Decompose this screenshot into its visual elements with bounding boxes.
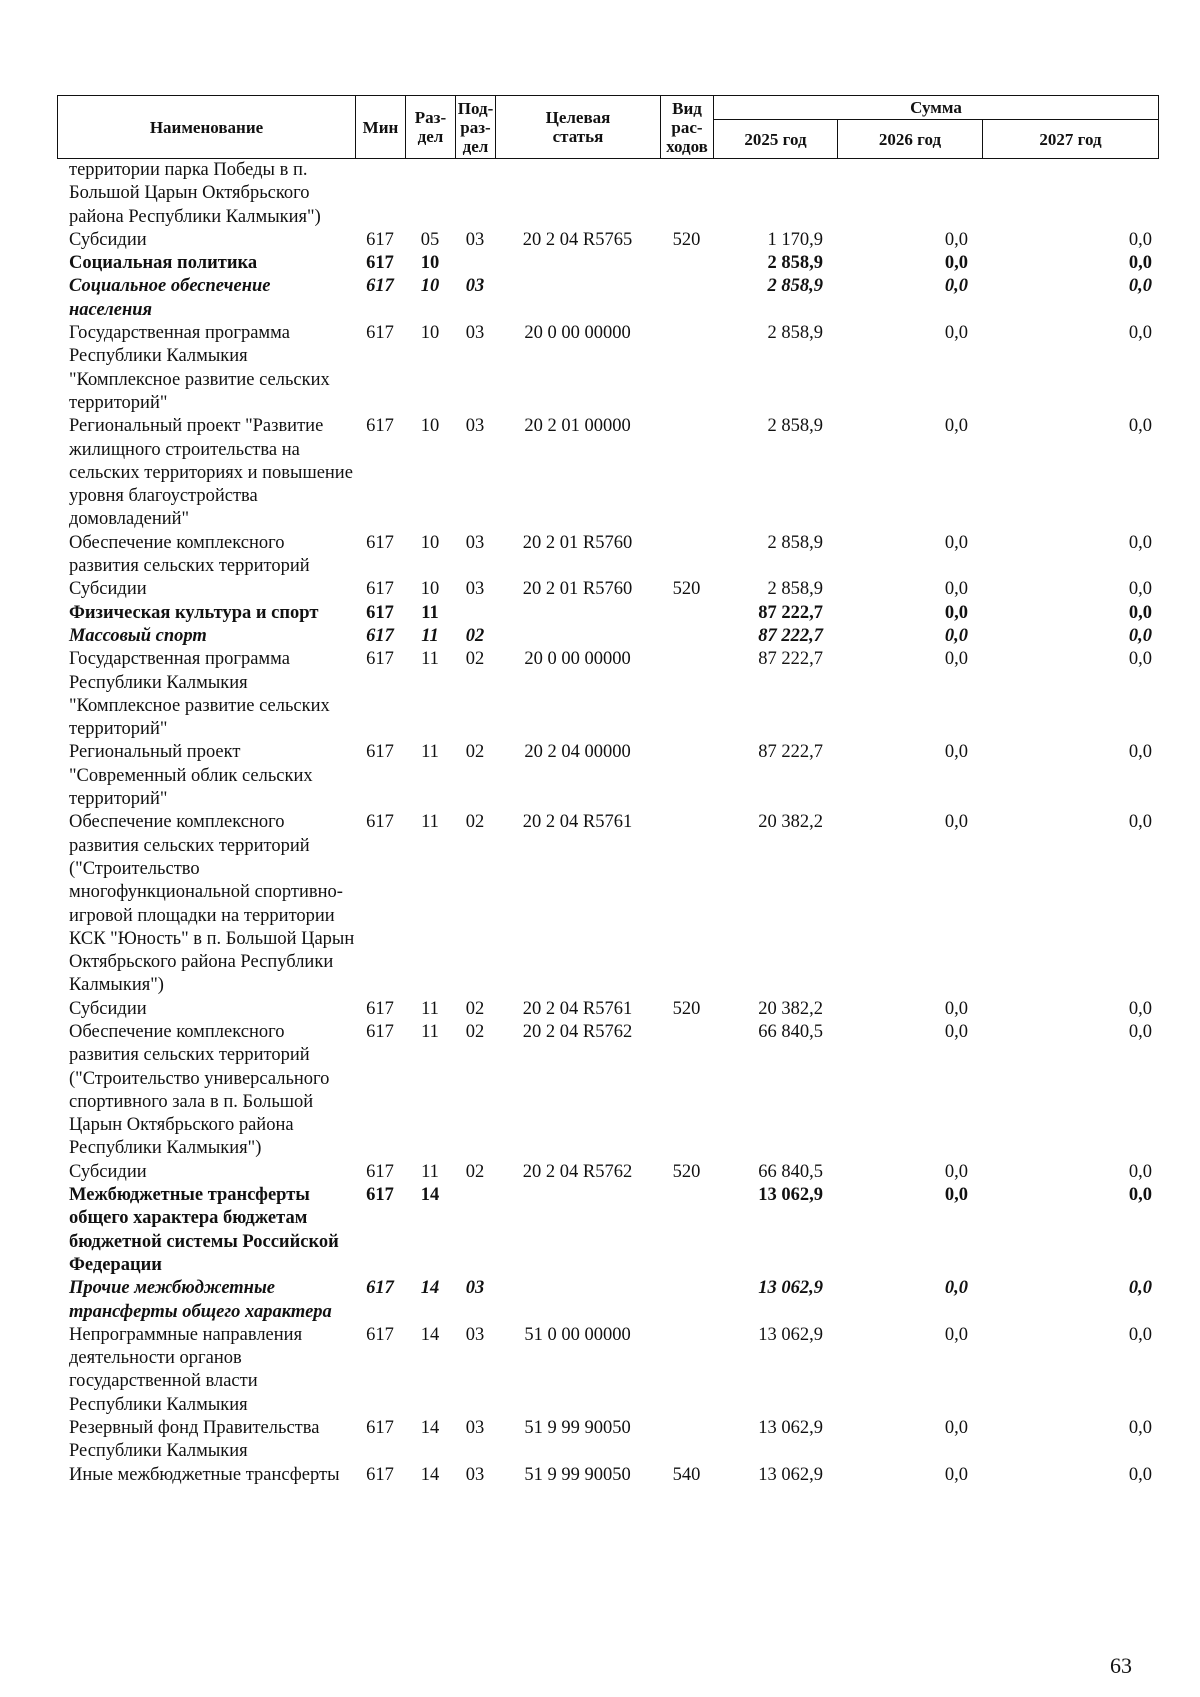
row-celevaya-statya: 20 2 01 00000 — [524, 416, 631, 437]
row-sum-2026: 0,0 — [944, 579, 968, 600]
row-celevaya-statya: 20 2 04 00000 — [524, 742, 631, 763]
row-ministry: 617 — [366, 998, 394, 1019]
table-row — [57, 811, 1158, 997]
row-sum-2025: 2 858,9 — [767, 579, 823, 600]
row-razdel: 05 — [420, 229, 440, 250]
row-vid-rashodov — [660, 275, 713, 322]
row-podrazdel: 03 — [465, 1464, 485, 1485]
row-podrazdel: 02 — [465, 1021, 485, 1042]
row-razdel: 10 — [420, 323, 440, 344]
row-name: Социальное обеспечение населения — [69, 276, 271, 320]
row-podrazdel: 02 — [465, 649, 485, 670]
row-sum-2026: 0,0 — [944, 1185, 968, 1206]
row-vid-rashodov — [660, 415, 713, 531]
row-sum-2027: 0,0 — [1128, 998, 1152, 1019]
row-ministry: 617 — [366, 812, 394, 833]
row-sum-2025: 2 858,9 — [767, 276, 823, 297]
table-row — [57, 578, 1158, 601]
row-sum-2027: 0,0 — [1128, 625, 1152, 646]
row-vid-rashodov: 540 — [672, 1464, 701, 1485]
row-sum-2025: 87 222,7 — [758, 625, 823, 646]
row-sum-2026: 0,0 — [944, 532, 968, 553]
row-sum-2026: 0,0 — [944, 323, 968, 344]
row-razdel: 11 — [421, 602, 439, 623]
row-ministry: 617 — [366, 649, 394, 670]
table-row — [57, 415, 1158, 531]
table-header — [57, 95, 1159, 159]
row-name: Прочие межбюджетные трансферты общего характера — [69, 1278, 332, 1322]
row-vid-rashodov — [660, 1277, 713, 1324]
row-sum-2026 — [837, 159, 982, 229]
row-razdel: 11 — [421, 1161, 439, 1182]
row-sum-2025: 13 062,9 — [758, 1418, 823, 1439]
row-sum-2025: 87 222,7 — [758, 602, 823, 623]
row-vid-rashodov — [660, 1021, 713, 1161]
row-sum-2026: 0,0 — [944, 625, 968, 646]
row-vid-rashodov: 520 — [672, 1161, 701, 1182]
row-celevaya-statya: 51 0 00 00000 — [524, 1324, 631, 1345]
row-celevaya-statya — [495, 159, 660, 229]
row-sum-2027: 0,0 — [1128, 1324, 1152, 1345]
row-ministry: 617 — [366, 323, 394, 344]
table-row — [57, 1277, 1158, 1324]
row-sum-2027: 0,0 — [1128, 579, 1152, 600]
row-sum-2027: 0,0 — [1128, 323, 1152, 344]
budget-table — [57, 159, 1158, 1487]
row-podrazdel: 03 — [465, 1418, 485, 1439]
row-podrazdel: 03 — [465, 532, 485, 553]
row-sum-2025: 13 062,9 — [758, 1185, 823, 1206]
table-row — [57, 1021, 1158, 1161]
row-ministry: 617 — [366, 276, 394, 297]
row-podrazdel: 03 — [465, 276, 485, 297]
page-number: 63 — [1110, 1653, 1132, 1678]
row-ministry: 617 — [366, 229, 394, 250]
row-name: Государственная программа Республики Калмыкия "Комплексное развитие сельских территорий" — [69, 323, 330, 413]
row-ministry: 617 — [366, 1464, 394, 1485]
row-ministry: 617 — [366, 1021, 394, 1042]
row-ministry: 617 — [366, 625, 394, 646]
table-row — [57, 1464, 1158, 1487]
row-sum-2027: 0,0 — [1128, 276, 1152, 297]
row-name: Массовый спорт — [69, 625, 207, 646]
row-razdel: 11 — [421, 625, 439, 646]
row-ministry: 617 — [366, 1185, 394, 1206]
row-sum-2026: 0,0 — [944, 1324, 968, 1345]
header-celevaya-statya: Целевая статья — [496, 96, 661, 159]
row-sum-2025: 66 840,5 — [758, 1161, 823, 1182]
row-name: Государственная программа Республики Калмыкия "Комплексное развитие сельских территорий" — [69, 649, 330, 740]
row-sum-2026: 0,0 — [944, 812, 968, 833]
row-podrazdel: 02 — [465, 1161, 485, 1182]
row-razdel: 10 — [420, 532, 440, 553]
row-celevaya-statya: 20 2 04 R5761 — [522, 812, 633, 833]
row-name: Обеспечение комплексного развития сельских территорий ("Строительство универсального спортивного зала в п. Большой Царын Октябрьского района Республики Калмыкия") — [69, 1021, 330, 1159]
table-row — [57, 1161, 1158, 1184]
row-sum-2027: 0,0 — [1128, 229, 1152, 250]
budget-document — [57, 95, 1158, 1487]
row-podrazdel: 03 — [465, 1278, 485, 1299]
row-name: Физическая культура и спорт — [69, 602, 319, 623]
row-vid-rashodov — [660, 625, 713, 648]
row-podrazdel: 03 — [465, 579, 485, 600]
row-sum-2025 — [713, 159, 837, 229]
row-celevaya-statya: 20 0 00 00000 — [524, 649, 631, 670]
row-razdel: 11 — [421, 742, 439, 763]
row-sum-2026: 0,0 — [944, 229, 968, 250]
row-razdel: 11 — [421, 1021, 439, 1042]
header-year-2026: 2026 год — [838, 120, 983, 159]
row-razdel: 14 — [420, 1324, 440, 1345]
table-row — [57, 648, 1158, 741]
table-row — [57, 1417, 1158, 1464]
row-name: Резервный фонд Правительства Республики Калмыкия — [69, 1418, 320, 1462]
row-vid-rashodov: 520 — [672, 998, 701, 1019]
row-name: Региональный проект "Современный облик сельских территорий" — [69, 742, 313, 810]
row-sum-2027: 0,0 — [1128, 253, 1152, 274]
row-name: Субсидии — [69, 579, 147, 600]
row-podrazdel: 03 — [465, 1324, 485, 1345]
row-vid-rashodov — [660, 159, 713, 229]
row-celevaya-statya: 20 2 01 R5760 — [522, 532, 633, 553]
row-sum-2026: 0,0 — [944, 1418, 968, 1439]
row-celevaya-statya — [495, 1184, 660, 1277]
row-razdel: 11 — [421, 649, 439, 670]
row-podrazdel: 03 — [465, 323, 485, 344]
row-ministry: 617 — [366, 1161, 394, 1182]
row-sum-2026: 0,0 — [944, 1161, 968, 1182]
row-vid-rashodov — [660, 322, 713, 415]
row-podrazdel: 03 — [465, 229, 485, 250]
row-vid-rashodov — [660, 602, 713, 625]
row-razdel: 14 — [420, 1464, 440, 1485]
row-podrazdel — [455, 1184, 495, 1277]
row-podrazdel: 02 — [465, 742, 485, 763]
row-vid-rashodov — [660, 252, 713, 275]
row-celevaya-statya — [495, 275, 660, 322]
table-row — [57, 322, 1158, 415]
row-podrazdel — [455, 159, 495, 229]
row-razdel: 11 — [421, 812, 439, 833]
row-sum-2025: 2 858,9 — [767, 253, 823, 274]
row-name: Иные межбюджетные трансферты — [69, 1464, 340, 1485]
row-name: Межбюджетные трансферты общего характера бюджетам бюджетной системы Российской Федерации — [69, 1185, 339, 1275]
row-vid-rashodov: 520 — [672, 229, 701, 250]
header-summa: Сумма — [714, 96, 1159, 120]
row-name: Непрограммные направления деятельности органов государственной власти Республики Калмыкия — [69, 1324, 303, 1415]
row-ministry: 617 — [366, 532, 394, 553]
row-sum-2027: 0,0 — [1128, 742, 1152, 763]
row-sum-2025: 2 858,9 — [767, 323, 823, 344]
row-celevaya-statya: 51 9 99 90050 — [524, 1418, 631, 1439]
row-sum-2027: 0,0 — [1128, 1161, 1152, 1182]
row-podrazdel — [455, 602, 495, 625]
header-razdel: Раз- дел — [406, 96, 456, 159]
row-podrazdel: 03 — [465, 416, 485, 437]
row-vid-rashodov — [660, 1324, 713, 1417]
row-celevaya-statya — [495, 625, 660, 648]
row-razdel: 10 — [420, 579, 440, 600]
row-name: Региональный проект "Развитие жилищного строительства на сельских территориях и повышение уровня благоустройства домовладений" — [69, 416, 353, 530]
row-razdel: 10 — [420, 416, 440, 437]
row-vid-rashodov — [660, 811, 713, 997]
row-sum-2026: 0,0 — [944, 742, 968, 763]
table-row — [57, 229, 1158, 252]
row-celevaya-statya: 20 2 04 R5762 — [522, 1161, 633, 1182]
table-row — [57, 532, 1158, 579]
row-name: Обеспечение комплексного развития сельских территорий ("Строительство многофункциональной спортивно-игровой площадки на территории КСК "Юность" в п. Большой Царын Октябрьского района Республики Калмыкия") — [69, 812, 355, 996]
header-vid-rashodov: Вид рас- ходов — [661, 96, 714, 159]
row-sum-2026: 0,0 — [944, 1464, 968, 1485]
row-podrazdel: 02 — [465, 812, 485, 833]
row-sum-2025: 66 840,5 — [758, 1021, 823, 1042]
row-name: территории парка Победы в п. Большой Царын Октябрьского района Республики Калмыкия") — [69, 160, 321, 227]
row-ministry: 617 — [366, 253, 394, 274]
row-podrazdel — [455, 252, 495, 275]
row-ministry: 617 — [366, 602, 394, 623]
row-vid-rashodov — [660, 741, 713, 811]
row-ministry — [355, 159, 405, 229]
row-sum-2027: 0,0 — [1128, 416, 1152, 437]
row-celevaya-statya: 20 0 00 00000 — [524, 323, 631, 344]
row-sum-2025: 20 382,2 — [758, 998, 823, 1019]
row-sum-2025: 87 222,7 — [758, 742, 823, 763]
row-sum-2025: 13 062,9 — [758, 1324, 823, 1345]
row-ministry: 617 — [366, 1418, 394, 1439]
row-podrazdel: 02 — [465, 998, 485, 1019]
row-name: Субсидии — [69, 1161, 147, 1182]
row-sum-2026: 0,0 — [944, 416, 968, 437]
row-sum-2025: 13 062,9 — [758, 1464, 823, 1485]
row-celevaya-statya — [495, 602, 660, 625]
row-celevaya-statya: 20 2 04 R5765 — [522, 229, 633, 250]
row-sum-2025: 2 858,9 — [767, 416, 823, 437]
row-razdel: 14 — [420, 1278, 440, 1299]
row-vid-rashodov: 520 — [672, 579, 701, 600]
table-row — [57, 602, 1158, 625]
row-celevaya-statya — [495, 252, 660, 275]
row-celevaya-statya: 20 2 04 R5762 — [522, 1021, 633, 1042]
row-vid-rashodov — [660, 648, 713, 741]
header-min: Мин — [356, 96, 406, 159]
row-razdel: 10 — [420, 276, 440, 297]
row-sum-2025: 2 858,9 — [767, 532, 823, 553]
row-sum-2027: 0,0 — [1128, 1021, 1152, 1042]
row-sum-2026: 0,0 — [944, 1021, 968, 1042]
table-row — [57, 159, 1158, 229]
row-sum-2025: 1 170,9 — [767, 229, 823, 250]
row-sum-2025: 20 382,2 — [758, 812, 823, 833]
row-razdel: 14 — [420, 1185, 440, 1206]
row-sum-2026: 0,0 — [944, 998, 968, 1019]
row-ministry: 617 — [366, 742, 394, 763]
row-razdel: 10 — [420, 253, 440, 274]
row-ministry: 617 — [366, 1278, 394, 1299]
row-sum-2026: 0,0 — [944, 1278, 968, 1299]
row-celevaya-statya: 20 2 01 R5760 — [522, 579, 633, 600]
row-sum-2025: 87 222,7 — [758, 649, 823, 670]
row-ministry: 617 — [366, 579, 394, 600]
table-row — [57, 275, 1158, 322]
row-name: Субсидии — [69, 998, 147, 1019]
row-vid-rashodov — [660, 1184, 713, 1277]
table-row — [57, 998, 1158, 1021]
row-razdel: 14 — [420, 1418, 440, 1439]
row-sum-2027: 0,0 — [1128, 1278, 1152, 1299]
row-sum-2027: 0,0 — [1128, 1464, 1152, 1485]
table-row — [57, 1184, 1158, 1277]
row-name: Обеспечение комплексного развития сельских территорий — [69, 532, 310, 577]
row-sum-2027 — [982, 159, 1158, 229]
row-sum-2026: 0,0 — [944, 602, 968, 623]
table-body — [57, 159, 1158, 1487]
row-ministry: 617 — [366, 416, 394, 437]
row-razdel — [405, 159, 455, 229]
row-name: Субсидии — [69, 229, 147, 250]
table-row — [57, 252, 1158, 275]
row-razdel: 11 — [421, 998, 439, 1019]
row-celevaya-statya — [495, 1277, 660, 1324]
header-year-2025: 2025 год — [714, 120, 838, 159]
row-podrazdel: 02 — [465, 625, 485, 646]
row-ministry: 617 — [366, 1324, 394, 1345]
row-sum-2026: 0,0 — [944, 649, 968, 670]
table-row — [57, 625, 1158, 648]
row-sum-2027: 0,0 — [1128, 1185, 1152, 1206]
header-name: Наименование — [58, 96, 356, 159]
row-sum-2025: 13 062,9 — [758, 1278, 823, 1299]
row-sum-2027: 0,0 — [1128, 812, 1152, 833]
row-sum-2026: 0,0 — [944, 253, 968, 274]
row-vid-rashodov — [660, 1417, 713, 1464]
table-row — [57, 1324, 1158, 1417]
row-name: Социальная политика — [69, 253, 258, 274]
row-sum-2027: 0,0 — [1128, 1418, 1152, 1439]
table-row — [57, 741, 1158, 811]
row-sum-2027: 0,0 — [1128, 602, 1152, 623]
header-podrazdel: Под- раз- дел — [456, 96, 496, 159]
row-vid-rashodov — [660, 532, 713, 579]
row-celevaya-statya: 20 2 04 R5761 — [522, 998, 633, 1019]
header-year-2027: 2027 год — [983, 120, 1159, 159]
row-celevaya-statya: 51 9 99 90050 — [524, 1464, 631, 1485]
row-sum-2026: 0,0 — [944, 276, 968, 297]
row-sum-2027: 0,0 — [1128, 649, 1152, 670]
row-sum-2027: 0,0 — [1128, 532, 1152, 553]
